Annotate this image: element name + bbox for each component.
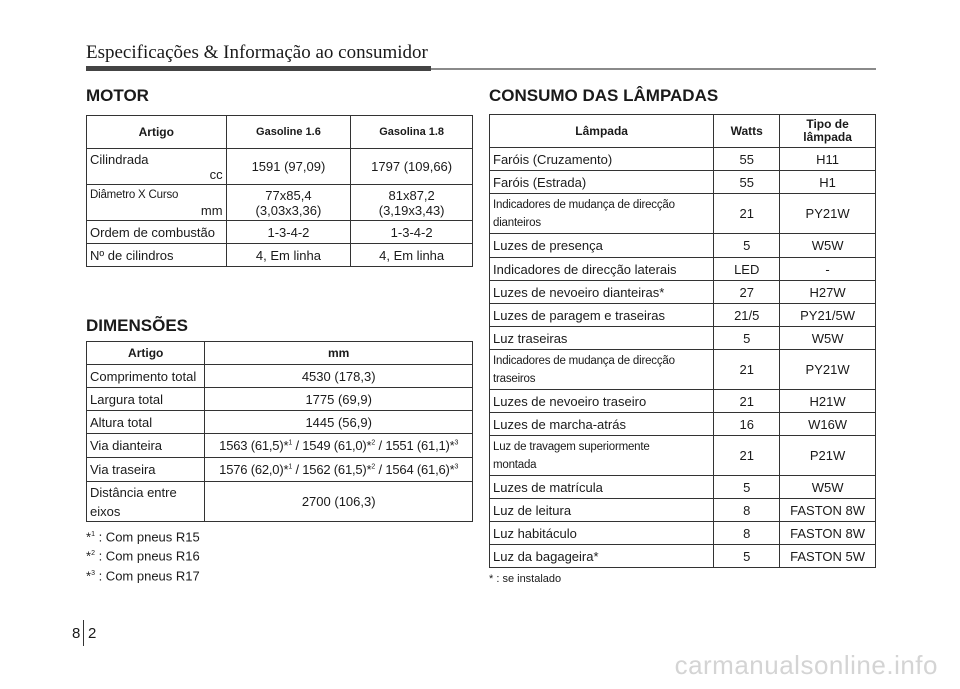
watts-cell: 21 — [714, 390, 780, 413]
row-label: Luz de leitura — [490, 499, 714, 522]
table-row — [87, 244, 473, 267]
row-label: Luz da bagageira* — [490, 545, 714, 568]
row-label: Luzes de paragem e traseiras — [490, 304, 714, 327]
page-header-title: Especificações & Informação ao consumidor — [86, 42, 428, 63]
table-row — [87, 434, 473, 458]
footnote-mark: 2 — [371, 463, 376, 471]
value-part: / 1549 (61,0)* — [292, 438, 372, 453]
type-cell: H21W — [780, 390, 876, 413]
footnote — [86, 545, 200, 564]
motor-table — [86, 115, 473, 267]
row-unit: mm — [200, 202, 223, 218]
table-row — [490, 545, 876, 568]
row-label: Luzes de marcha-atrás — [490, 413, 714, 436]
value-part: / 1562 (61,5)* — [292, 462, 372, 477]
lampadas-table — [489, 114, 876, 568]
row-unit: cc — [209, 166, 223, 182]
chapter-number: 8 — [72, 625, 81, 642]
header-line: lâmpada — [803, 130, 852, 144]
row-label: Luz habitáculo — [490, 522, 714, 545]
footnote — [86, 565, 200, 584]
table-row — [490, 476, 876, 499]
type-cell: P21W — [780, 436, 876, 476]
value-line: 77x85,4 — [265, 187, 312, 203]
dimensoes-footnotes — [86, 526, 200, 584]
table-header-row — [87, 116, 473, 149]
table-row — [490, 194, 876, 234]
footnote-mark: 2 — [91, 550, 95, 558]
value-cell: 1445 (56,9) — [205, 411, 473, 434]
footnote-star: * — [86, 567, 92, 583]
table-row — [490, 436, 876, 476]
footnote-text: : Com pneus R15 — [94, 529, 200, 545]
dimensoes-section-title: DIMENSÕES — [86, 316, 189, 335]
row-label: montada — [493, 458, 537, 471]
watts-cell: 5 — [714, 234, 780, 258]
header-line: Tipo de — [806, 117, 849, 131]
row-label: Diâmetro X Curso — [90, 188, 179, 201]
row-label: Altura total — [87, 411, 205, 434]
row-label: Via dianteira — [87, 434, 205, 458]
watts-cell: 5 — [714, 545, 780, 568]
row-label: Luzes de matrícula — [490, 476, 714, 499]
value-line: (3,03x3,36) — [255, 202, 322, 218]
value-cell: 2700 (106,3) — [205, 482, 473, 522]
watts-cell: 21/5 — [714, 304, 780, 327]
row-label-cell — [87, 482, 205, 522]
header-rule-dark — [86, 66, 431, 71]
value-cell: 1797 (109,66) — [351, 149, 473, 185]
value-cell: 1-3-4-2 — [226, 221, 351, 244]
dimensoes-table — [86, 341, 473, 522]
table-row — [490, 234, 876, 258]
footnote-mark: 1 — [91, 531, 95, 538]
table-row — [490, 171, 876, 194]
header-cell: Artigo — [87, 342, 205, 365]
table-row — [87, 185, 473, 221]
type-cell: H11 — [780, 148, 876, 171]
value-part: 1576 (62,0)* — [219, 462, 289, 477]
type-cell: PY21W — [780, 194, 876, 234]
footnote — [86, 526, 200, 545]
watts-cell: 21 — [714, 436, 780, 476]
type-cell: FASTON 8W — [780, 499, 876, 522]
row-label-cell — [490, 194, 714, 234]
type-cell: PY21/5W — [780, 304, 876, 327]
value-cell: 4, Em linha — [226, 244, 351, 267]
footnote-mark: 2 — [371, 439, 376, 447]
row-label: Nº de cilindros — [87, 244, 227, 267]
value-cell — [205, 458, 473, 482]
row-label: Faróis (Cruzamento) — [490, 148, 714, 171]
footnote-mark: 3 — [91, 569, 95, 577]
table-header-row — [87, 342, 473, 365]
row-label: Indicadores de mudança de direcção — [493, 354, 675, 367]
table-row — [490, 499, 876, 522]
row-label-cell — [87, 149, 227, 185]
header-cell — [780, 115, 876, 148]
row-label: traseiros — [493, 372, 536, 385]
watts-cell: 27 — [714, 281, 780, 304]
footnote-mark: 3 — [454, 439, 459, 447]
value-cell — [351, 185, 473, 221]
watts-cell: 55 — [714, 148, 780, 171]
type-cell: W16W — [780, 413, 876, 436]
watts-cell: 16 — [714, 413, 780, 436]
footnote-star: * — [86, 548, 92, 564]
value-part: / 1551 (61,1)* — [375, 438, 455, 453]
table-row — [87, 388, 473, 411]
type-cell: H27W — [780, 281, 876, 304]
table-row — [87, 365, 473, 388]
type-cell: H1 — [780, 171, 876, 194]
table-row — [490, 148, 876, 171]
type-cell: - — [780, 258, 876, 281]
table-row — [490, 350, 876, 390]
watts-cell: LED — [714, 258, 780, 281]
watermark-text: carmanualsonline.info — [674, 650, 938, 680]
page-number: 2 — [88, 625, 97, 642]
watts-cell: 21 — [714, 350, 780, 390]
table-row — [87, 411, 473, 434]
footnote-star: * — [86, 529, 92, 545]
watts-cell: 8 — [714, 499, 780, 522]
row-label: Indicadores de direcção laterais — [490, 258, 714, 281]
table-row — [490, 327, 876, 350]
header-cell: Lâmpada — [490, 115, 714, 148]
row-label: Indicadores de mudança de direcção — [493, 198, 675, 211]
value-part: / 1564 (61,6)* — [375, 462, 455, 477]
type-cell: W5W — [780, 327, 876, 350]
row-label: Ordem de combustão — [87, 221, 227, 244]
row-label-cell — [490, 436, 714, 476]
value-line: 81x87,2 — [388, 187, 435, 203]
value-cell: 1591 (97,09) — [226, 149, 351, 185]
value-cell — [205, 434, 473, 458]
row-label: Luzes de presença — [490, 234, 714, 258]
row-label: eixos — [90, 503, 121, 519]
type-cell: FASTON 5W — [780, 545, 876, 568]
table-row — [490, 258, 876, 281]
table-row — [490, 304, 876, 327]
footnote-mark: 1 — [288, 439, 293, 447]
header-rule-light — [431, 68, 876, 70]
table-header-row — [490, 115, 876, 148]
type-cell: W5W — [780, 234, 876, 258]
page-number-divider — [83, 620, 84, 646]
table-row — [490, 413, 876, 436]
footnote-text: : Com pneus R16 — [94, 548, 200, 564]
motor-section-title: MOTOR — [86, 86, 149, 105]
watts-cell: 21 — [714, 194, 780, 234]
table-row — [87, 458, 473, 482]
table-row — [87, 221, 473, 244]
watts-cell: 8 — [714, 522, 780, 545]
footnote-text: : Com pneus R17 — [94, 567, 200, 583]
row-label: Distância entre — [90, 484, 177, 500]
header-cell: mm — [205, 342, 473, 365]
type-cell: FASTON 8W — [780, 522, 876, 545]
value-cell — [226, 185, 351, 221]
type-cell: W5W — [780, 476, 876, 499]
row-label-cell — [87, 185, 227, 221]
row-label: Largura total — [87, 388, 205, 411]
row-label: Comprimento total — [87, 365, 205, 388]
header-cell: Gasolina 1.8 — [351, 116, 473, 149]
value-cell: 1-3-4-2 — [351, 221, 473, 244]
table-row — [87, 149, 473, 185]
row-label: dianteiros — [493, 216, 541, 229]
footnote-mark: 3 — [454, 463, 459, 471]
value-line: (3,19x3,43) — [378, 202, 445, 218]
table-row — [490, 390, 876, 413]
row-label-cell — [490, 350, 714, 390]
header-cell: Gasoline 1.6 — [226, 116, 351, 149]
lampadas-section-title: CONSUMO DAS LÂMPADAS — [489, 86, 719, 105]
row-label: Luz traseiras — [490, 327, 714, 350]
row-label: Faróis (Estrada) — [490, 171, 714, 194]
watts-cell: 5 — [714, 327, 780, 350]
value-cell: 4530 (178,3) — [205, 365, 473, 388]
lampadas-footnote: * : se instalado — [489, 573, 562, 585]
header-cell: Artigo — [87, 116, 227, 149]
row-label: Via traseira — [87, 458, 205, 482]
row-label: Luz de travagem superiormente — [493, 440, 650, 453]
row-label: Luzes de nevoeiro traseiro — [490, 390, 714, 413]
footnote-mark: 1 — [288, 463, 293, 471]
value-cell: 4, Em linha — [351, 244, 473, 267]
value-cell: 1775 (69,9) — [205, 388, 473, 411]
type-cell: PY21W — [780, 350, 876, 390]
table-row — [490, 522, 876, 545]
header-cell: Watts — [714, 115, 780, 148]
table-row — [490, 281, 876, 304]
value-part: 1563 (61,5)* — [219, 438, 289, 453]
watts-cell: 5 — [714, 476, 780, 499]
row-label: Cilindrada — [90, 151, 149, 167]
table-row — [87, 482, 473, 522]
watts-cell: 55 — [714, 171, 780, 194]
row-label: Luzes de nevoeiro dianteiras* — [490, 281, 714, 304]
